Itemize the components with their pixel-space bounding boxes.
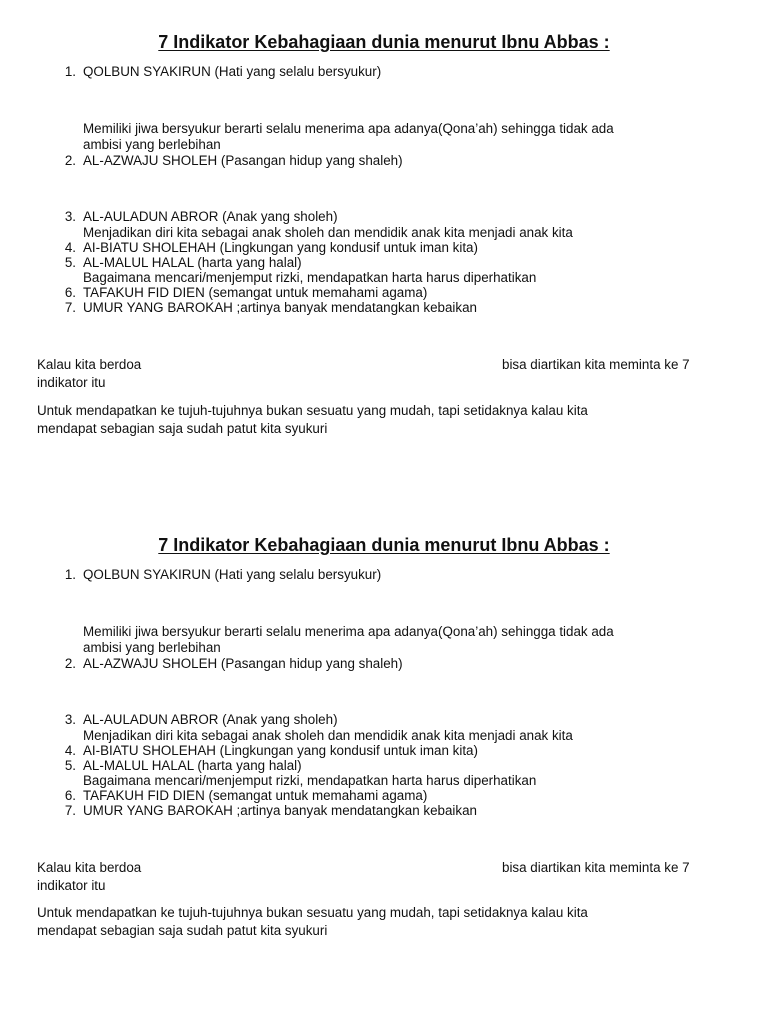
paragraph-text: mendapat sebagian saja sudah patut kita syukuri <box>37 421 328 436</box>
list-item-text: UMUR YANG BAROKAH ;artinya banyak mendatangkan kebaikan <box>83 300 477 315</box>
list-number: 5. <box>64 758 76 773</box>
list-item-text: UMUR YANG BAROKAH ;artinya banyak mendatangkan kebaikan <box>83 803 477 818</box>
list-item-text: QOLBUN SYAKIRUN (Hati yang selalu bersyukur) <box>83 64 382 79</box>
list-number: 5. <box>64 255 76 270</box>
list-item-text: AL-AULADUN ABROR (Anak yang sholeh) <box>83 712 338 727</box>
list-number: 4. <box>64 240 76 255</box>
list-item-text: QOLBUN SYAKIRUN (Hati yang selalu bersyukur) <box>83 567 382 582</box>
list-item-text: TAFAKUH FID DIEN (semangat untuk memahami agama) <box>83 788 428 803</box>
list-item-text: AL-MALUL HALAL (harta yang halal) <box>83 255 302 270</box>
list-item-text: AL-AULADUN ABROR (Anak yang sholeh) <box>83 209 338 224</box>
item-note: ambisi yang berlebihan <box>83 137 221 152</box>
section-title: 7 Indikator Kebahagiaan dunia menurut Ibnu Abbas : <box>158 535 610 555</box>
paragraph-text: indikator itu <box>37 375 106 390</box>
list-item-text: AI-BIATU SHOLEHAH (Lingkungan yang kondusif untuk iman kita) <box>83 240 478 255</box>
list-number: 4. <box>64 743 76 758</box>
item-note: Menjadikan diri kita sebagai anak sholeh dan mendidik anak kita menjadi anak kita <box>83 225 573 240</box>
paragraph-text: bisa diartikan kita meminta ke 7 <box>502 860 690 875</box>
list-number: 2. <box>64 656 76 671</box>
list-item-text: AI-BIATU SHOLEHAH (Lingkungan yang kondusif untuk iman kita) <box>83 743 478 758</box>
list-number: 7. <box>64 803 76 818</box>
item-note: Memiliki jiwa bersyukur berarti selalu menerima apa adanya(Qona’ah) sehingga tidak ada <box>83 121 614 136</box>
list-number: 1. <box>64 64 76 79</box>
list-number: 7. <box>64 300 76 315</box>
item-note: Bagaimana mencari/menjemput rizki, mendapatkan harta harus diperhatikan <box>83 270 537 285</box>
paragraph-text: Kalau kita berdoa <box>37 860 142 875</box>
paragraph-text: mendapat sebagian saja sudah patut kita syukuri <box>37 923 328 938</box>
document-section-1 <box>0 0 768 436</box>
paragraph-text: Kalau kita berdoa <box>37 357 142 372</box>
item-note: Memiliki jiwa bersyukur berarti selalu menerima apa adanya(Qona’ah) sehingga tidak ada <box>83 624 614 639</box>
list-number: 3. <box>64 712 76 727</box>
list-number: 6. <box>64 788 76 803</box>
item-note: ambisi yang berlebihan <box>83 640 221 655</box>
item-note: Bagaimana mencari/menjemput rizki, mendapatkan harta harus diperhatikan <box>83 773 537 788</box>
paragraph-text: Untuk mendapatkan ke tujuh-tujuhnya bukan sesuatu yang mudah, tapi setidaknya kalau kita <box>37 403 588 418</box>
document-section-2 <box>0 503 768 938</box>
list-number: 2. <box>64 153 76 168</box>
list-number: 3. <box>64 209 76 224</box>
list-item-text: AL-AZWAJU SHOLEH (Pasangan hidup yang shaleh) <box>83 656 403 671</box>
paragraph-text: Untuk mendapatkan ke tujuh-tujuhnya bukan sesuatu yang mudah, tapi setidaknya kalau kita <box>37 905 588 920</box>
list-number: 1. <box>64 567 76 582</box>
section-title: 7 Indikator Kebahagiaan dunia menurut Ibnu Abbas : <box>158 32 610 52</box>
item-note: Menjadikan diri kita sebagai anak sholeh dan mendidik anak kita menjadi anak kita <box>83 728 573 743</box>
paragraph-text: bisa diartikan kita meminta ke 7 <box>502 357 690 372</box>
list-item-text: TAFAKUH FID DIEN (semangat untuk memahami agama) <box>83 285 428 300</box>
list-number: 6. <box>64 285 76 300</box>
paragraph-text: indikator itu <box>37 878 106 893</box>
list-item-text: AL-AZWAJU SHOLEH (Pasangan hidup yang shaleh) <box>83 153 403 168</box>
list-item-text: AL-MALUL HALAL (harta yang halal) <box>83 758 302 773</box>
